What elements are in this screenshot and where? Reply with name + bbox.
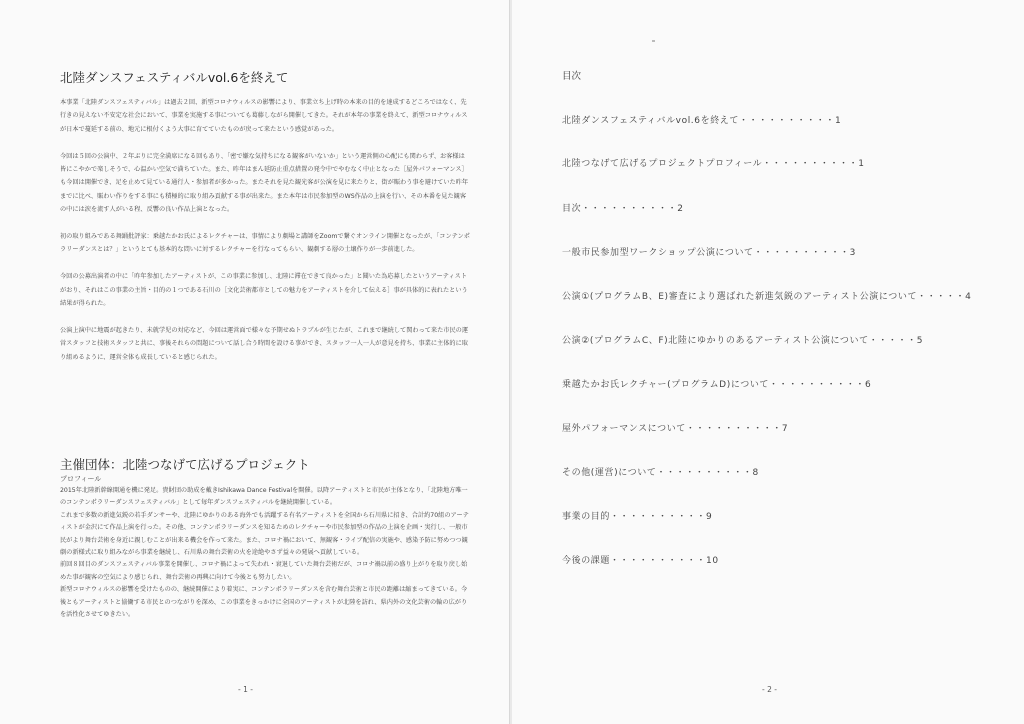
page-number: - 2 - [762, 685, 777, 694]
scan-mark [652, 40, 655, 42]
toc-item[interactable]: 乗越たかお氏レクチャー(プログラムD)について・・・・・・・・・・6 [562, 380, 872, 390]
paragraph: 今回は５回の公演中、２年ぶりに完全満席になる回もあり、「密で嫌な気持ちになる観客がいないか」という運営側の心配にも関わらず、お客様は皆にこやかで楽しそうで、心温かい空気で満ちていた。また、昨年はまん延防止重点措置の発令中でやむなく中止となった［屋外パフォーマンス］も今回は開催でき、足を止めて見ている通行人・参加者が多かった。またそれを見た観光客が公演を見に来たりと、街が賑わう事を避けていた昨年までに比べ、賑わい作りをする事にも積極的に取り組み貢献する事が出来た。また本年は市民参加型のWS作品の上演を行い、その本番を見た観客の中には涙を流す人がいる程、反響の良い作品上演となった。 [60, 152, 469, 214]
paragraph: 新型コロナウィルスの影響を受けたものの、継続開催により着実に、コンテンポラリーダンスを含む舞台芸術と市民の距離は縮まってきている。今後ともアーティストと協働する市民とのつながりを深め、この事業をきっかけに全国のアーティストが北陸を訪れ、県内外の文化芸術の輪の広がりを活性化させてゆきたい。 [60, 586, 468, 619]
page-number: - 1 - [238, 685, 253, 694]
left-page [0, 0, 510, 724]
page-title: 北陸ダンスフェスティバルvol.6を終えて [60, 70, 289, 85]
paragraph: 前回８回目のダンスフェスティバル事業を開催し、コロナ禍によって失われ・衰退していた舞台芸術だが、コロナ禍以前の盛り上がりを取り戻し始めた事が観客の空気により感じられ、舞台芸術の再興に向けて今後とも努力したい。 [60, 561, 468, 581]
toc-item[interactable]: 公演①(プログラムB、E)審査により選ばれた新進気鋭のアーティスト公演について・・・・・4 [562, 292, 972, 302]
paragraph: 今回の公募出演者の中に「昨年参加したアーティストが、この事業に参加し、北陸に滞在できて良かった」と聞いた為応募したというアーティストがおり、それはこの事業の主旨・目的の１つである石川の［文化芸術都市としての魅力をアーティストを介して伝える］事が具体的に表れたという結果が得られた。 [60, 273, 468, 308]
right-page [512, 0, 1024, 724]
paragraph: 公演上演中に地震が起きたり、未就学児の対応など、今回は運営面で様々な予期せぬトラブルが生じたが、これまで継続して関わって来た市民の運営スタッフと技術スタッフと共に、事後それらの問題について話し合う時間を設ける事ができ、スタッフ一人一人が意見を持ち、事業に主体的に取り組めるように、運営全体も成長していると感じられた。 [60, 326, 469, 361]
toc-item[interactable]: 北陸つなげて広げるプロジェクトプロフィール・・・・・・・・・・1 [562, 159, 865, 169]
paragraph: これまで多数の新進気鋭の若手ダンサーや、北陸にゆかりのある海外でも活躍する有名アーティストを全国から石川県に招き、合計約70組のアーティストが金沢にて作品上演を行った。その他、コンテンポラリーダンスを知るためのレクチャーや市民参加型の作品の上演を企画・実行し、一般市民がより舞台芸術を身近に親しむことが出来る機会を作って来た。また、コロナ禍において、無観客・ライブ配信の実施や、感染予防に努めつつ観劇の新様式に取り組みながら事業を継続し、石川県の舞台芸術の火を途絶やさず益々の発展へ貢献している。 [60, 511, 469, 557]
toc-item[interactable]: 事業の目的・・・・・・・・・・9 [562, 512, 713, 522]
paragraph: 本事業「北陸ダンスフェスティバル」は過去２回、新型コロナウィルスの影響により、事業立ち上げ時の本来の目的を達成するどころではなく、先行きの見えない不安定な社会において、事業を実施する事についても葛藤しながら開催してきた。それが本年の事業を終えて、新型コロナウィルスが日本で蔓延する前の、地元に根付くよう大事に育てていたものが戻って来たという感覚があった。 [60, 99, 468, 133]
section-title: 主催団体：北陸つなげて広げるプロジェクト [60, 457, 310, 472]
toc-heading: 目次 [562, 71, 582, 82]
toc-item[interactable]: 北陸ダンスフェスティバルvol.6を終えて・・・・・・・・・・1 [562, 116, 842, 126]
toc-item[interactable]: 一般市民参加型ワークショップ公演について・・・・・・・・・・3 [562, 248, 856, 258]
profile-body [60, 485, 470, 621]
toc-item[interactable]: 公演②(プログラムC、F)北陸にゆかりのあるアーティスト公演について・・・・・5 [562, 336, 924, 346]
toc-item[interactable]: 屋外パフォーマンスについて・・・・・・・・・・7 [562, 424, 789, 434]
profile-label: プロフィール [60, 475, 102, 483]
paragraph: 2015年北陸新幹線開通を機に発足。貴財団の助成を戴きIshikawa Dance Festivalを開催。以降アーティストと市民が主体となり、「北陸地方唯一のコンテンポラリーダンスフェスティバル」として毎年ダンスフェスティバルを継続開催している。 [60, 487, 468, 507]
intro-body [60, 96, 470, 364]
toc-item[interactable]: 今後の課題・・・・・・・・・・10 [562, 556, 719, 566]
toc-item[interactable]: 目次・・・・・・・・・・2 [562, 204, 684, 214]
toc-item[interactable]: その他(運営)について・・・・・・・・・・8 [562, 468, 759, 478]
paragraph: 初の取り組みである舞踊批評家：乗越たかお氏によるレクチャーは、事情により劇場と講師をZoomで繋ぐオンライン開催となったが、「コンテンポラリーダンスとは？」というとても基本的な問いに対するレクチャーを行なってもらい、観劇する層の土壌作りが一歩前進した。 [60, 233, 470, 254]
